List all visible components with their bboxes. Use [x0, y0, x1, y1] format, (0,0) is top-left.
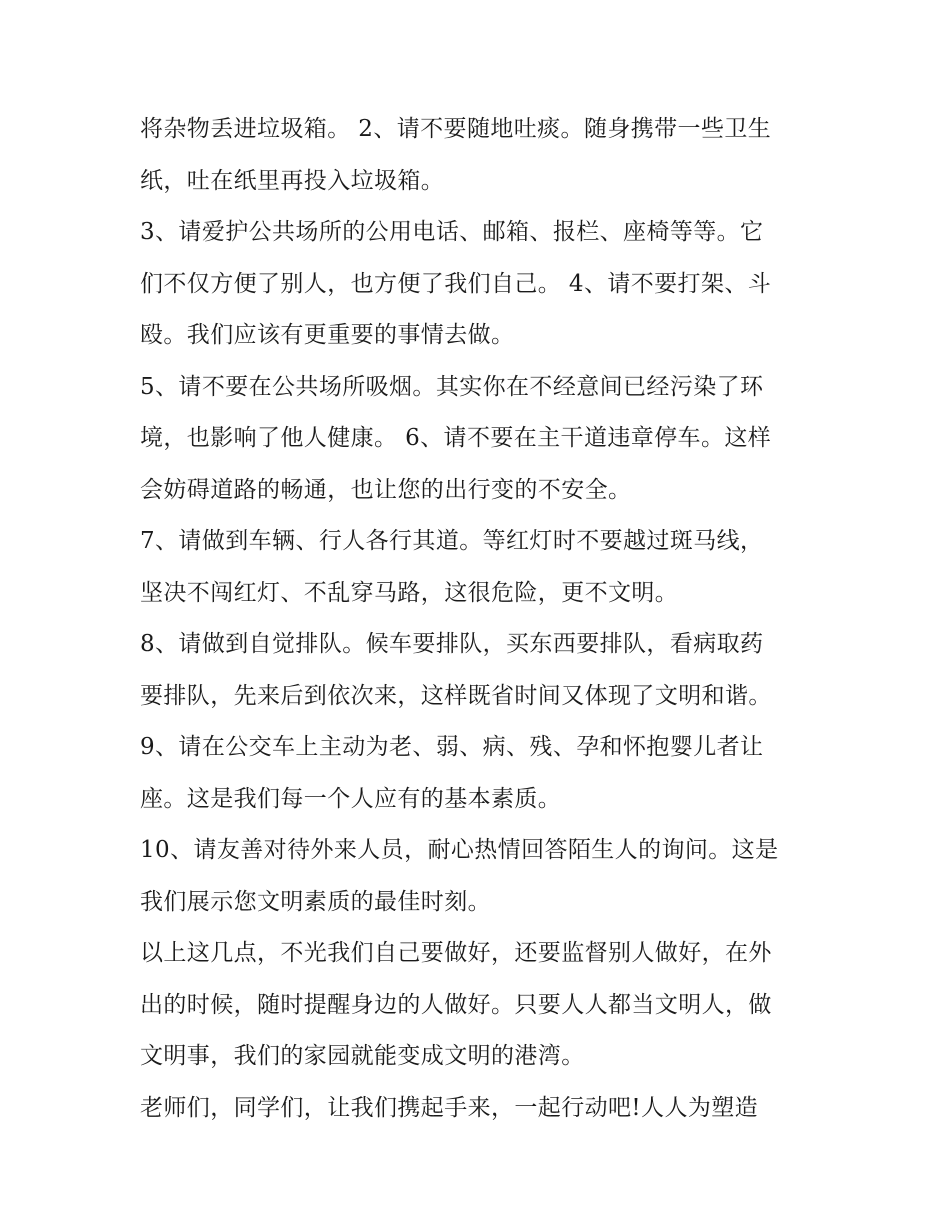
text-line: 们不仅方便了别人，也方便了我们自己。 4、请不要打架、斗 [140, 270, 772, 297]
text-line: 座。这是我们每一个人应有的基本素质。 [140, 785, 562, 812]
text-line: 9、请在公交车上主动为老、弱、病、残、孕和怀抱婴儿者让 [140, 734, 764, 760]
text-line: 以上这几点，不光我们自己要做好，还要监督别人做好，在外 [140, 940, 772, 966]
text-line: 会妨碍道路的畅通，也让您的出行变的不安全。 [140, 476, 632, 503]
text-line: 我们展示您文明素质的最佳时刻。 [140, 888, 491, 915]
text-line: 老师们，同学们，让我们携起手来，一起行动吧!人人为塑造 [140, 1094, 759, 1121]
text-line: 要排队，先来后到依次来，这样既省时间又体现了文明和谐。 [140, 682, 772, 709]
text-line: 境，也影响了他人健康。 6、请不要在主干道违章停车。这样 [140, 425, 772, 451]
text-line: 殴。我们应该有更重要的事情去做。 [140, 322, 515, 348]
text-line: 10、请友善对待外来人员，耐心热情回答陌生人的询问。这是 [140, 837, 779, 863]
text-line: 8、请做到自觉排队。候车要排队，买东西要排队，看病取药 [140, 631, 764, 657]
text-line: 将杂物丢进垃圾箱。 2、请不要随地吐痰。随身携带一些卫生 [140, 116, 772, 142]
text-line: 3、请爱护公共场所的公用电话、邮箱、报栏、座椅等等。它 [140, 219, 764, 245]
text-line: 文明事，我们的家园就能变成文明的港湾。 [140, 1043, 585, 1069]
text-line: 坚决不闯红灯、不乱穿马路，这很危险，更不文明。 [140, 579, 679, 606]
document-body [140, 104, 820, 1134]
text-line: 出的时候，随时提醒身边的人做好。只要人人都当文明人，做 [140, 991, 772, 1018]
text-line: 5、请不要在公共场所吸烟。其实你在不经意间已经污染了环 [140, 373, 764, 400]
text-line: 纸，吐在纸里再投入垃圾箱。 [140, 167, 445, 194]
text-line: 7、请做到车辆、行人各行其道。等红灯时不要越过斑马线， [140, 528, 764, 554]
